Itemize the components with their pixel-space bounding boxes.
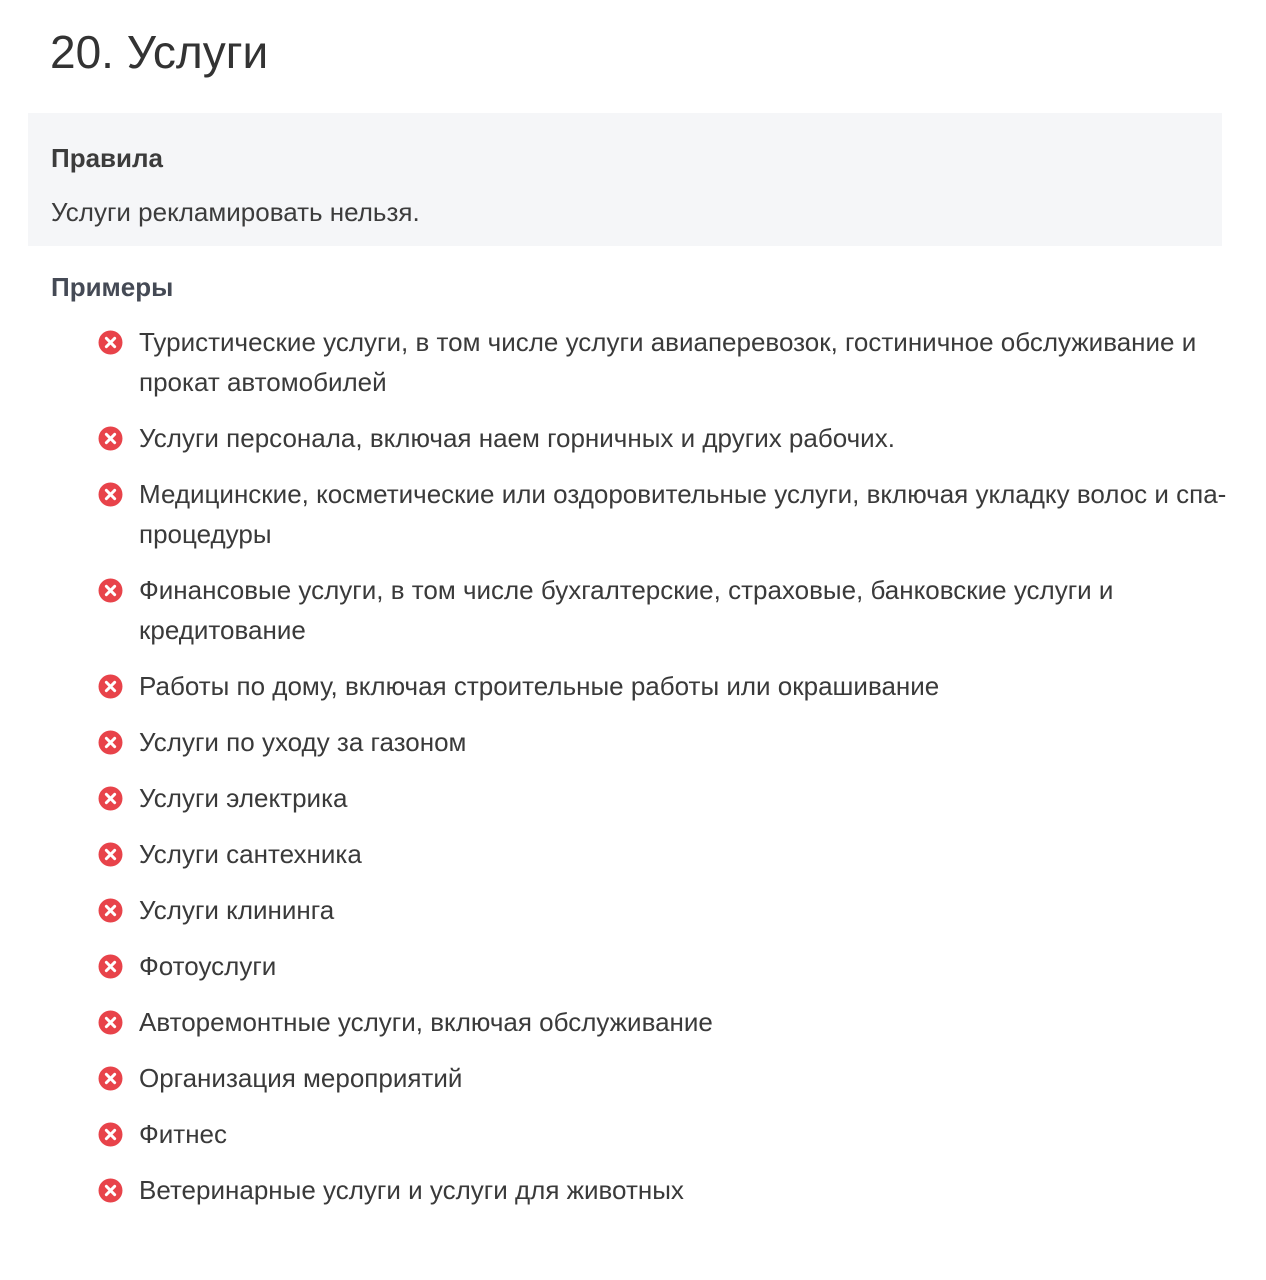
list-item: [98, 666, 1228, 706]
cross-circle-icon: [98, 786, 123, 811]
list-item: [98, 890, 1228, 930]
list-item-text: Медицинские, косметические или оздоровительные услуги, включая укладку волос и спа-процедуры: [139, 479, 1227, 549]
list-item-text: Работы по дому, включая строительные работы или окрашивание: [139, 671, 940, 701]
list-item-text: Услуги персонала, включая наем горничных и других рабочих.: [139, 423, 895, 453]
list-item: [98, 946, 1228, 986]
list-item: [98, 834, 1228, 874]
list-item-text: Услуги электрика: [139, 783, 348, 813]
list-item-text: Услуги сантехника: [139, 839, 362, 869]
cross-circle-icon: [98, 730, 123, 755]
list-item-text: Услуги по уходу за газоном: [139, 727, 467, 757]
list-item: [98, 474, 1228, 554]
cross-circle-icon: [98, 330, 123, 355]
cross-circle-icon: [98, 954, 123, 979]
list-item-text: Организация мероприятий: [139, 1063, 463, 1093]
cross-circle-icon: [98, 482, 123, 507]
list-item: [98, 1114, 1228, 1154]
cross-circle-icon: [98, 578, 123, 603]
list-item: [98, 1170, 1228, 1210]
cross-circle-icon: [98, 842, 123, 867]
page-title: 20. Услуги: [50, 26, 269, 78]
list-item-text: Ветеринарные услуги и услуги для животных: [139, 1175, 684, 1205]
cross-circle-icon: [98, 674, 123, 699]
list-item-text: Авторемонтные услуги, включая обслуживание: [139, 1007, 713, 1037]
rules-heading: Правила: [51, 143, 163, 173]
cross-circle-icon: [98, 426, 123, 451]
list-item: [98, 570, 1228, 650]
cross-circle-icon: [98, 1010, 123, 1035]
list-item-text: Фотоуслуги: [139, 951, 277, 981]
cross-circle-icon: [98, 1066, 123, 1091]
rules-box: [28, 113, 1222, 246]
list-item: [98, 778, 1228, 818]
rules-text: Услуги рекламировать нельзя.: [51, 197, 420, 227]
list-item-text: Финансовые услуги, в том числе бухгалтерские, страховые, банковские услуги и кредитование: [139, 575, 1114, 645]
list-item: [98, 1002, 1228, 1042]
list-item: [98, 418, 1228, 458]
list-item-text: Туристические услуги, в том числе услуги авиаперевозок, гостиничное обслуживание и прокат автомобилей: [139, 327, 1197, 397]
list-item-text: Фитнес: [139, 1119, 228, 1149]
list-item: [98, 722, 1228, 762]
list-item-text: Услуги клининга: [139, 895, 335, 925]
list-item: [98, 322, 1228, 402]
list-item: [98, 1058, 1228, 1098]
cross-circle-icon: [98, 1122, 123, 1147]
examples-list: [98, 322, 1228, 1226]
cross-circle-icon: [98, 1178, 123, 1203]
examples-heading: Примеры: [51, 272, 174, 302]
cross-circle-icon: [98, 898, 123, 923]
